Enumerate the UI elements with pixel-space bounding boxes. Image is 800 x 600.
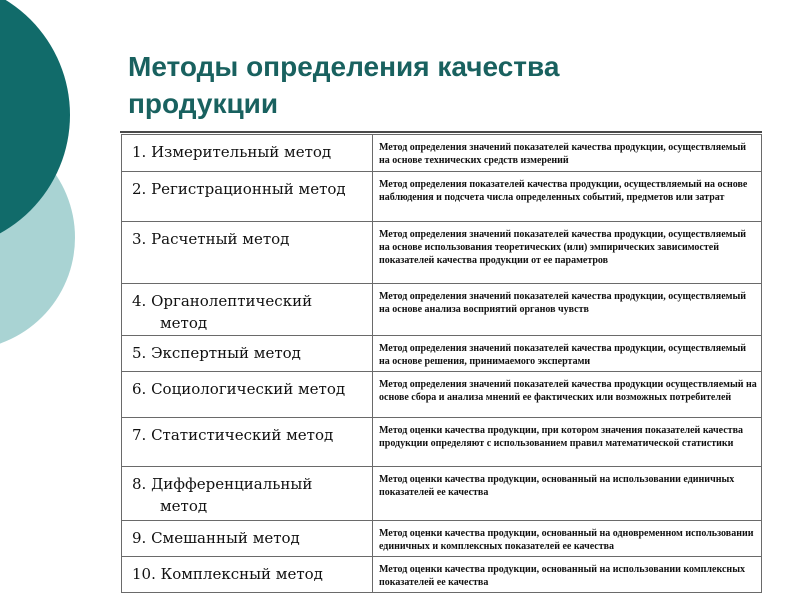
- method-name-cell: [122, 467, 373, 521]
- table-row: [122, 222, 762, 284]
- method-name: 5. Экспертный метод: [132, 344, 301, 362]
- method-description: Метод определения значений показателей качества продукции осуществляемый на основе сбора и анализа мнений ее фактических или возможных потребителей: [379, 379, 757, 403]
- table-row: [122, 521, 762, 557]
- method-description-cell: [373, 222, 762, 284]
- method-name-cell: [122, 418, 373, 467]
- method-description: Метод определения значений показателей качества продукции, осуществляемый на основе использования теоретических (или) эмпирических зависимостей показателей качества продукции от ее параметров: [379, 229, 747, 266]
- method-description-cell: [373, 418, 762, 467]
- method-name-cell: [122, 135, 373, 172]
- method-description: Метод оценки качества продукции, при котором значения показателей качества продукции определяют с использованием правил математической статистики: [379, 425, 743, 449]
- method-description-cell: [373, 284, 762, 336]
- method-description: Метод определения значений показателей качества продукции, осуществляемый на основе анализа восприятий органов чувств: [379, 291, 747, 315]
- table-row: [122, 284, 762, 336]
- method-description: Метод определения значений показателей качества продукции, осуществляемый на основе технических средств измерений: [379, 142, 747, 166]
- method-description-cell: [373, 135, 762, 172]
- method-description: Метод определения значений показателей качества продукции, осуществляемый на основе решения, принимаемого экспертами: [379, 343, 747, 367]
- method-name: 9. Смешанный метод: [132, 529, 300, 547]
- method-description: Метод оценки качества продукции, основанный на использовании единичных показателей ее качества: [379, 474, 735, 498]
- method-description: Метод оценки качества продукции, основанный на одновременном использовании единичных и комплексных показателей ее качества: [379, 528, 754, 552]
- table-row: [122, 467, 762, 521]
- table-row: [122, 557, 762, 593]
- method-name-cell: [122, 172, 373, 222]
- method-name-cell: [122, 372, 373, 418]
- method-name: 2. Регистрационный метод: [132, 180, 346, 198]
- method-name-cell: [122, 284, 373, 336]
- method-name: 7. Статистический метод: [132, 426, 334, 444]
- table-row: [122, 372, 762, 418]
- method-description: Метод оценки качества продукции, основанный на использовании комплексных показателей ее качества: [379, 564, 745, 588]
- method-name-line: метод: [160, 497, 208, 515]
- table-row: [122, 135, 762, 172]
- method-name-cell: [122, 521, 373, 557]
- method-name-line: метод: [160, 314, 208, 332]
- method-description-cell: [373, 172, 762, 222]
- method-name: 6. Социологический метод: [132, 380, 346, 398]
- slide-title: Методы определения качества продукции: [128, 51, 560, 119]
- method-description-cell: [373, 521, 762, 557]
- method-description-cell: [373, 557, 762, 593]
- method-name: 3. Расчетный метод: [132, 230, 290, 248]
- table-row: [122, 336, 762, 372]
- method-description-cell: [373, 336, 762, 372]
- method-description-cell: [373, 467, 762, 521]
- method-name: [122, 467, 372, 517]
- method-name-line: 4. Органолептический: [132, 292, 313, 310]
- method-name: [122, 284, 372, 334]
- method-name-line: 8. Дифференциальный: [132, 475, 313, 493]
- method-description: Метод определения показателей качества продукции, осуществляемый на основе наблюдения и подсчета числа определенных событий, предметов или затрат: [379, 179, 748, 203]
- method-name-cell: [122, 336, 373, 372]
- method-name-cell: [122, 557, 373, 593]
- title-divider: [120, 131, 762, 133]
- table-row: [122, 172, 762, 222]
- method-name: 1. Измерительный метод: [132, 143, 332, 161]
- method-name-cell: [122, 222, 373, 284]
- method-description-cell: [373, 372, 762, 418]
- table-row: [122, 418, 762, 467]
- method-name: 10. Комплексный метод: [132, 565, 323, 583]
- methods-table: [121, 134, 762, 593]
